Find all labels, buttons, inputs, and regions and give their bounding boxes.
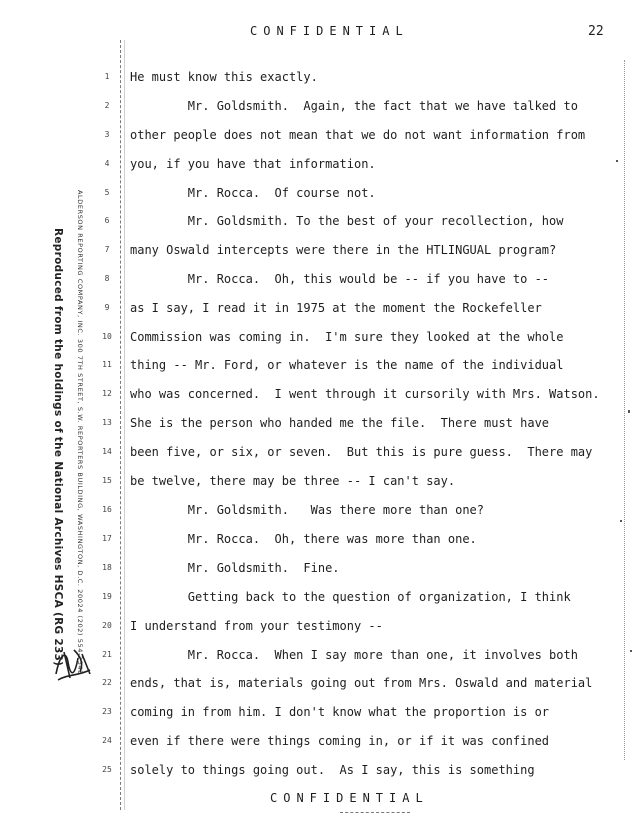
line-number: 23 — [102, 707, 112, 716]
line-number: 25 — [102, 765, 112, 774]
line-number: 17 — [102, 534, 112, 543]
transcript-line: as I say, I read it in 1975 at the moment the Rockefeller — [130, 301, 542, 315]
transcript-line: you, if you have that information. — [130, 157, 376, 171]
line-number: 18 — [102, 563, 112, 572]
scan-speck — [630, 650, 632, 652]
header-confidential: CONFIDENTIAL — [250, 24, 409, 38]
line-number: 7 — [104, 245, 110, 254]
footer-confidential: CONFIDENTIAL — [270, 791, 429, 805]
line-number: 1 — [104, 72, 110, 81]
archive-reproduction-stamp: Reproduced from the holdings of the National Archives HSCA (RG 233) — [52, 228, 64, 667]
line-number: 10 — [102, 332, 112, 341]
line-number: 9 — [104, 303, 110, 312]
scan-speck — [616, 160, 618, 162]
line-number: 3 — [104, 130, 110, 139]
line-number: 22 — [102, 678, 112, 687]
page-number: 22 — [588, 24, 604, 39]
line-number: 2 — [104, 101, 110, 110]
transcript-line: solely to things going out. As I say, this is something — [130, 763, 535, 777]
transcript-line: Mr. Rocca. Oh, there was more than one. — [130, 532, 477, 546]
line-number: 20 — [102, 621, 112, 630]
transcript-line: other people does not mean that we do not want information from — [130, 128, 586, 142]
line-number: 14 — [102, 447, 112, 456]
scan-speck — [620, 520, 622, 522]
transcript-line: Mr. Rocca. Of course not. — [130, 186, 376, 200]
line-number: 11 — [102, 360, 112, 369]
transcript-line: ends, that is, materials going out from Mrs. Oswald and material — [130, 676, 593, 690]
transcript-line: Mr. Goldsmith. To the best of your recollection, how — [130, 214, 564, 228]
reporter-address-stamp: ALDERSON REPORTING COMPANY, INC. 300 7TH STREET, S.W. REPORTERS BUILDING, WASHINGTON, D.C. 20024 (202) 554-2345 — [76, 190, 84, 675]
transcript-line: Mr. Goldsmith. Was there more than one? — [130, 503, 485, 517]
transcript-line: She is the person who handed me the file. There must have — [130, 416, 550, 430]
left-margin-rule-inner — [124, 40, 125, 810]
footer-mark — [340, 812, 410, 815]
transcript-line: thing -- Mr. Ford, or whatever is the name of the individual — [130, 358, 564, 372]
transcript-line: who was concerned. I went through it cursorily with Mrs. Watson. — [130, 387, 600, 401]
line-number: 13 — [102, 418, 112, 427]
transcript-line: Mr. Goldsmith. Fine. — [130, 561, 340, 575]
transcript-line: coming in from him. I don't know what the proportion is or — [130, 705, 550, 719]
transcript-line: many Oswald intercepts were there in the HTLINGUAL program? — [130, 243, 557, 257]
line-number: 12 — [102, 389, 112, 398]
transcript-line: Mr. Goldsmith. Again, the fact that we have talked to — [130, 99, 578, 113]
transcript-line: Getting back to the question of organization, I think — [130, 590, 571, 604]
transcript-line: I understand from your testimony -- — [130, 619, 383, 633]
line-number: 21 — [102, 650, 112, 659]
transcript-line: Mr. Rocca. Oh, this would be -- if you have to -- — [130, 272, 550, 286]
line-number: 15 — [102, 476, 112, 485]
line-number: 4 — [104, 159, 110, 168]
transcript-line: been five, or six, or seven. But this is pure guess. There may — [130, 445, 593, 459]
line-number: 16 — [102, 505, 112, 514]
line-number: 19 — [102, 592, 112, 601]
transcript-line: even if there were things coming in, or if it was confined — [130, 734, 550, 748]
handwritten-initials — [50, 644, 96, 686]
left-margin-rule — [120, 40, 121, 810]
transcript-line: be twelve, there may be three -- I can't say. — [130, 474, 456, 488]
line-number: 8 — [104, 274, 110, 283]
transcript-line: He must know this exactly. — [130, 70, 318, 84]
line-number: 24 — [102, 736, 112, 745]
line-number: 5 — [104, 188, 110, 197]
line-number: 6 — [104, 216, 110, 225]
scan-speck — [628, 410, 630, 413]
transcript-line: Commission was coming in. I'm sure they looked at the whole — [130, 330, 564, 344]
transcript-line: Mr. Rocca. When I say more than one, it involves both — [130, 648, 578, 662]
